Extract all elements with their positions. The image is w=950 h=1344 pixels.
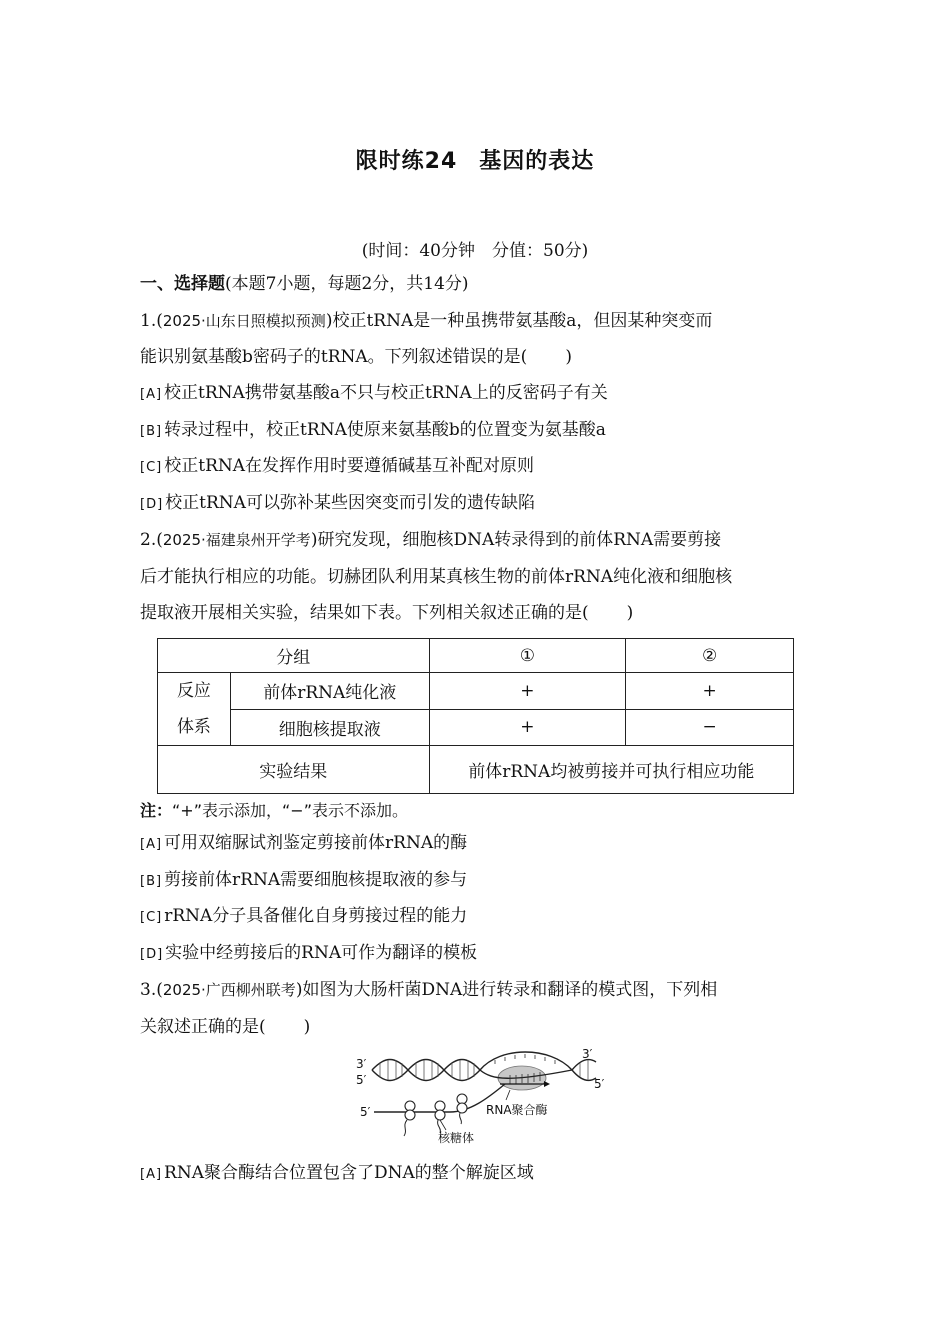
reaction-system-cell bbox=[158, 673, 231, 746]
q2-option-a[interactable] bbox=[140, 831, 820, 857]
option-tag: [C] bbox=[140, 460, 163, 475]
ribosome-pointer bbox=[440, 1120, 446, 1130]
option-text: 剪接前体rRNA需要细胞核提取液的参与 bbox=[164, 870, 468, 890]
label-rna-polymerase: RNA聚合酶 bbox=[486, 1103, 548, 1117]
option-tag: [B] bbox=[140, 424, 163, 439]
label-ribosome: 核糖体 bbox=[438, 1131, 475, 1145]
q1-option-c[interactable] bbox=[140, 454, 820, 480]
q1-option-a[interactable] bbox=[140, 381, 820, 407]
q2-paren-close: ) bbox=[626, 603, 634, 623]
time-score-info: (时间：40分钟 分值：50分) bbox=[361, 241, 589, 261]
q1-source: 2025·山东日照模拟预测 bbox=[162, 312, 326, 330]
row1-col2: + bbox=[626, 673, 794, 710]
transcription-arrowhead bbox=[544, 1081, 550, 1087]
option-text: 实验中经剪接后的RNA可作为翻译的模板 bbox=[165, 943, 478, 963]
q3-stem-line1 bbox=[140, 978, 820, 1002]
q3-source: 2025·广西柳州联考 bbox=[162, 981, 296, 999]
dna-strand-top-right bbox=[572, 1060, 596, 1070]
table-row bbox=[158, 709, 794, 746]
option-tag: [D] bbox=[140, 497, 164, 512]
q2-stem-line1 bbox=[140, 528, 820, 552]
q2-option-d[interactable] bbox=[140, 941, 820, 967]
row2-col2: − bbox=[626, 709, 794, 746]
row2-label: 细胞核提取液 bbox=[230, 709, 429, 746]
note-prefix: 注： bbox=[140, 801, 173, 820]
q2-source: 2025·福建泉州开学考 bbox=[162, 531, 311, 549]
q3-number: 3.( bbox=[140, 980, 163, 1000]
note-text: “+”表示添加，“−”表示不添加。 bbox=[172, 801, 408, 820]
system-label-1: 反应 bbox=[176, 681, 211, 701]
dna-rungs-left bbox=[380, 1060, 474, 1080]
result-value: 前体rRNA均被剪接并可执行相应功能 bbox=[429, 746, 793, 794]
q2-option-b[interactable] bbox=[140, 868, 820, 894]
q3-text-2: 关叙述正确的是( bbox=[140, 1017, 266, 1037]
option-text: 校正tRNA携带氨基酸a不只与校正tRNA上的反密码子有关 bbox=[164, 383, 608, 403]
q2-option-c[interactable] bbox=[140, 904, 820, 930]
option-text: RNA聚合酶结合位置包含了DNA的整个解旋区域 bbox=[164, 1163, 534, 1183]
result-label: 实验结果 bbox=[158, 746, 430, 794]
q1-option-d[interactable] bbox=[140, 491, 820, 517]
option-tag: [C] bbox=[140, 910, 163, 925]
q2-text-3: 提取液开展相关实验，结果如下表。下列相关叙述正确的是( bbox=[140, 603, 589, 623]
label-mrna-end: 5′ bbox=[360, 1105, 371, 1119]
option-text: 可用双缩脲试剂鉴定剪接前体rRNA的酶 bbox=[164, 833, 468, 853]
q1-paren-close: ) bbox=[565, 347, 572, 367]
page-title bbox=[0, 144, 950, 175]
table-row bbox=[158, 673, 794, 710]
q2-stem-line3 bbox=[140, 601, 820, 625]
label-right-top: 3′ bbox=[582, 1048, 593, 1061]
dna-strand-bottom-right bbox=[572, 1070, 596, 1080]
option-text: 转录过程中，校正tRNA使原来氨基酸b的位置变为氨基酸a bbox=[164, 420, 606, 440]
ribosome-group bbox=[405, 1094, 467, 1120]
figure-svg bbox=[350, 1048, 610, 1148]
q1-text-2: 能识别氨基酸b密码子的tRNA。下列叙述错误的是( bbox=[140, 347, 528, 367]
q1-option-b[interactable] bbox=[140, 418, 820, 444]
dna-rungs-right bbox=[580, 1060, 588, 1080]
q3-text: )如图为大肠杆菌DNA进行转录和翻译的模式图，下列相 bbox=[295, 980, 718, 1000]
option-tag: [A] bbox=[140, 387, 163, 402]
section-heading bbox=[140, 272, 820, 296]
q1-text: )校正tRNA是一种虽携带氨基酸a，但因某种突变而 bbox=[325, 311, 713, 331]
q3-option-a[interactable] bbox=[140, 1161, 820, 1187]
table-header-row bbox=[158, 639, 794, 673]
label-left-top: 3′ bbox=[356, 1057, 367, 1071]
header-col1: ① bbox=[429, 639, 626, 673]
option-tag: [A] bbox=[140, 1167, 163, 1182]
experiment-table bbox=[157, 638, 794, 794]
q1-number: 1.( bbox=[140, 311, 163, 331]
transcription-translation-figure bbox=[350, 1048, 610, 1148]
table-result-row bbox=[158, 746, 794, 794]
row1-col1: + bbox=[429, 673, 626, 710]
polymerase-pointer bbox=[506, 1090, 510, 1100]
title-topic: 基因的表达 bbox=[479, 149, 595, 174]
section-detail: (本题7小题，每题2分，共14分) bbox=[225, 274, 469, 294]
table-note bbox=[140, 798, 408, 821]
header-group: 分组 bbox=[158, 639, 430, 673]
header-col2: ② bbox=[626, 639, 794, 673]
q2-text: )研究发现，细胞核DNA转录得到的前体RNA需要剪接 bbox=[310, 530, 722, 550]
q2-stem-line2: 后才能执行相应的功能。切赫团队利用某真核生物的前体rRNA纯化液和细胞核 bbox=[140, 567, 733, 587]
row2-col1: + bbox=[429, 709, 626, 746]
q3-stem-line2 bbox=[140, 1015, 820, 1039]
option-text: rRNA分子具备催化自身剪接过程的能力 bbox=[164, 906, 468, 926]
q1-stem-line2 bbox=[140, 345, 820, 369]
title-main: 限时练24 bbox=[355, 149, 458, 174]
q3-paren-close: ) bbox=[303, 1017, 311, 1037]
label-left-bottom: 5′ bbox=[356, 1073, 367, 1087]
option-tag: [D] bbox=[140, 947, 164, 962]
option-tag: [B] bbox=[140, 874, 163, 889]
label-right-bottom: 5′ bbox=[594, 1077, 605, 1091]
option-tag: [A] bbox=[140, 837, 163, 852]
option-text: 校正tRNA在发挥作用时要遵循碱基互补配对原则 bbox=[164, 456, 535, 476]
q1-stem-line1 bbox=[140, 309, 820, 333]
system-label-2: 体系 bbox=[176, 717, 211, 737]
section-title: 一、选择题 bbox=[140, 274, 225, 294]
option-text: 校正tRNA可以弥补某些因突变而引发的遗传缺陷 bbox=[165, 493, 535, 513]
row1-label: 前体rRNA纯化液 bbox=[230, 673, 429, 710]
q2-number: 2.( bbox=[140, 530, 163, 550]
